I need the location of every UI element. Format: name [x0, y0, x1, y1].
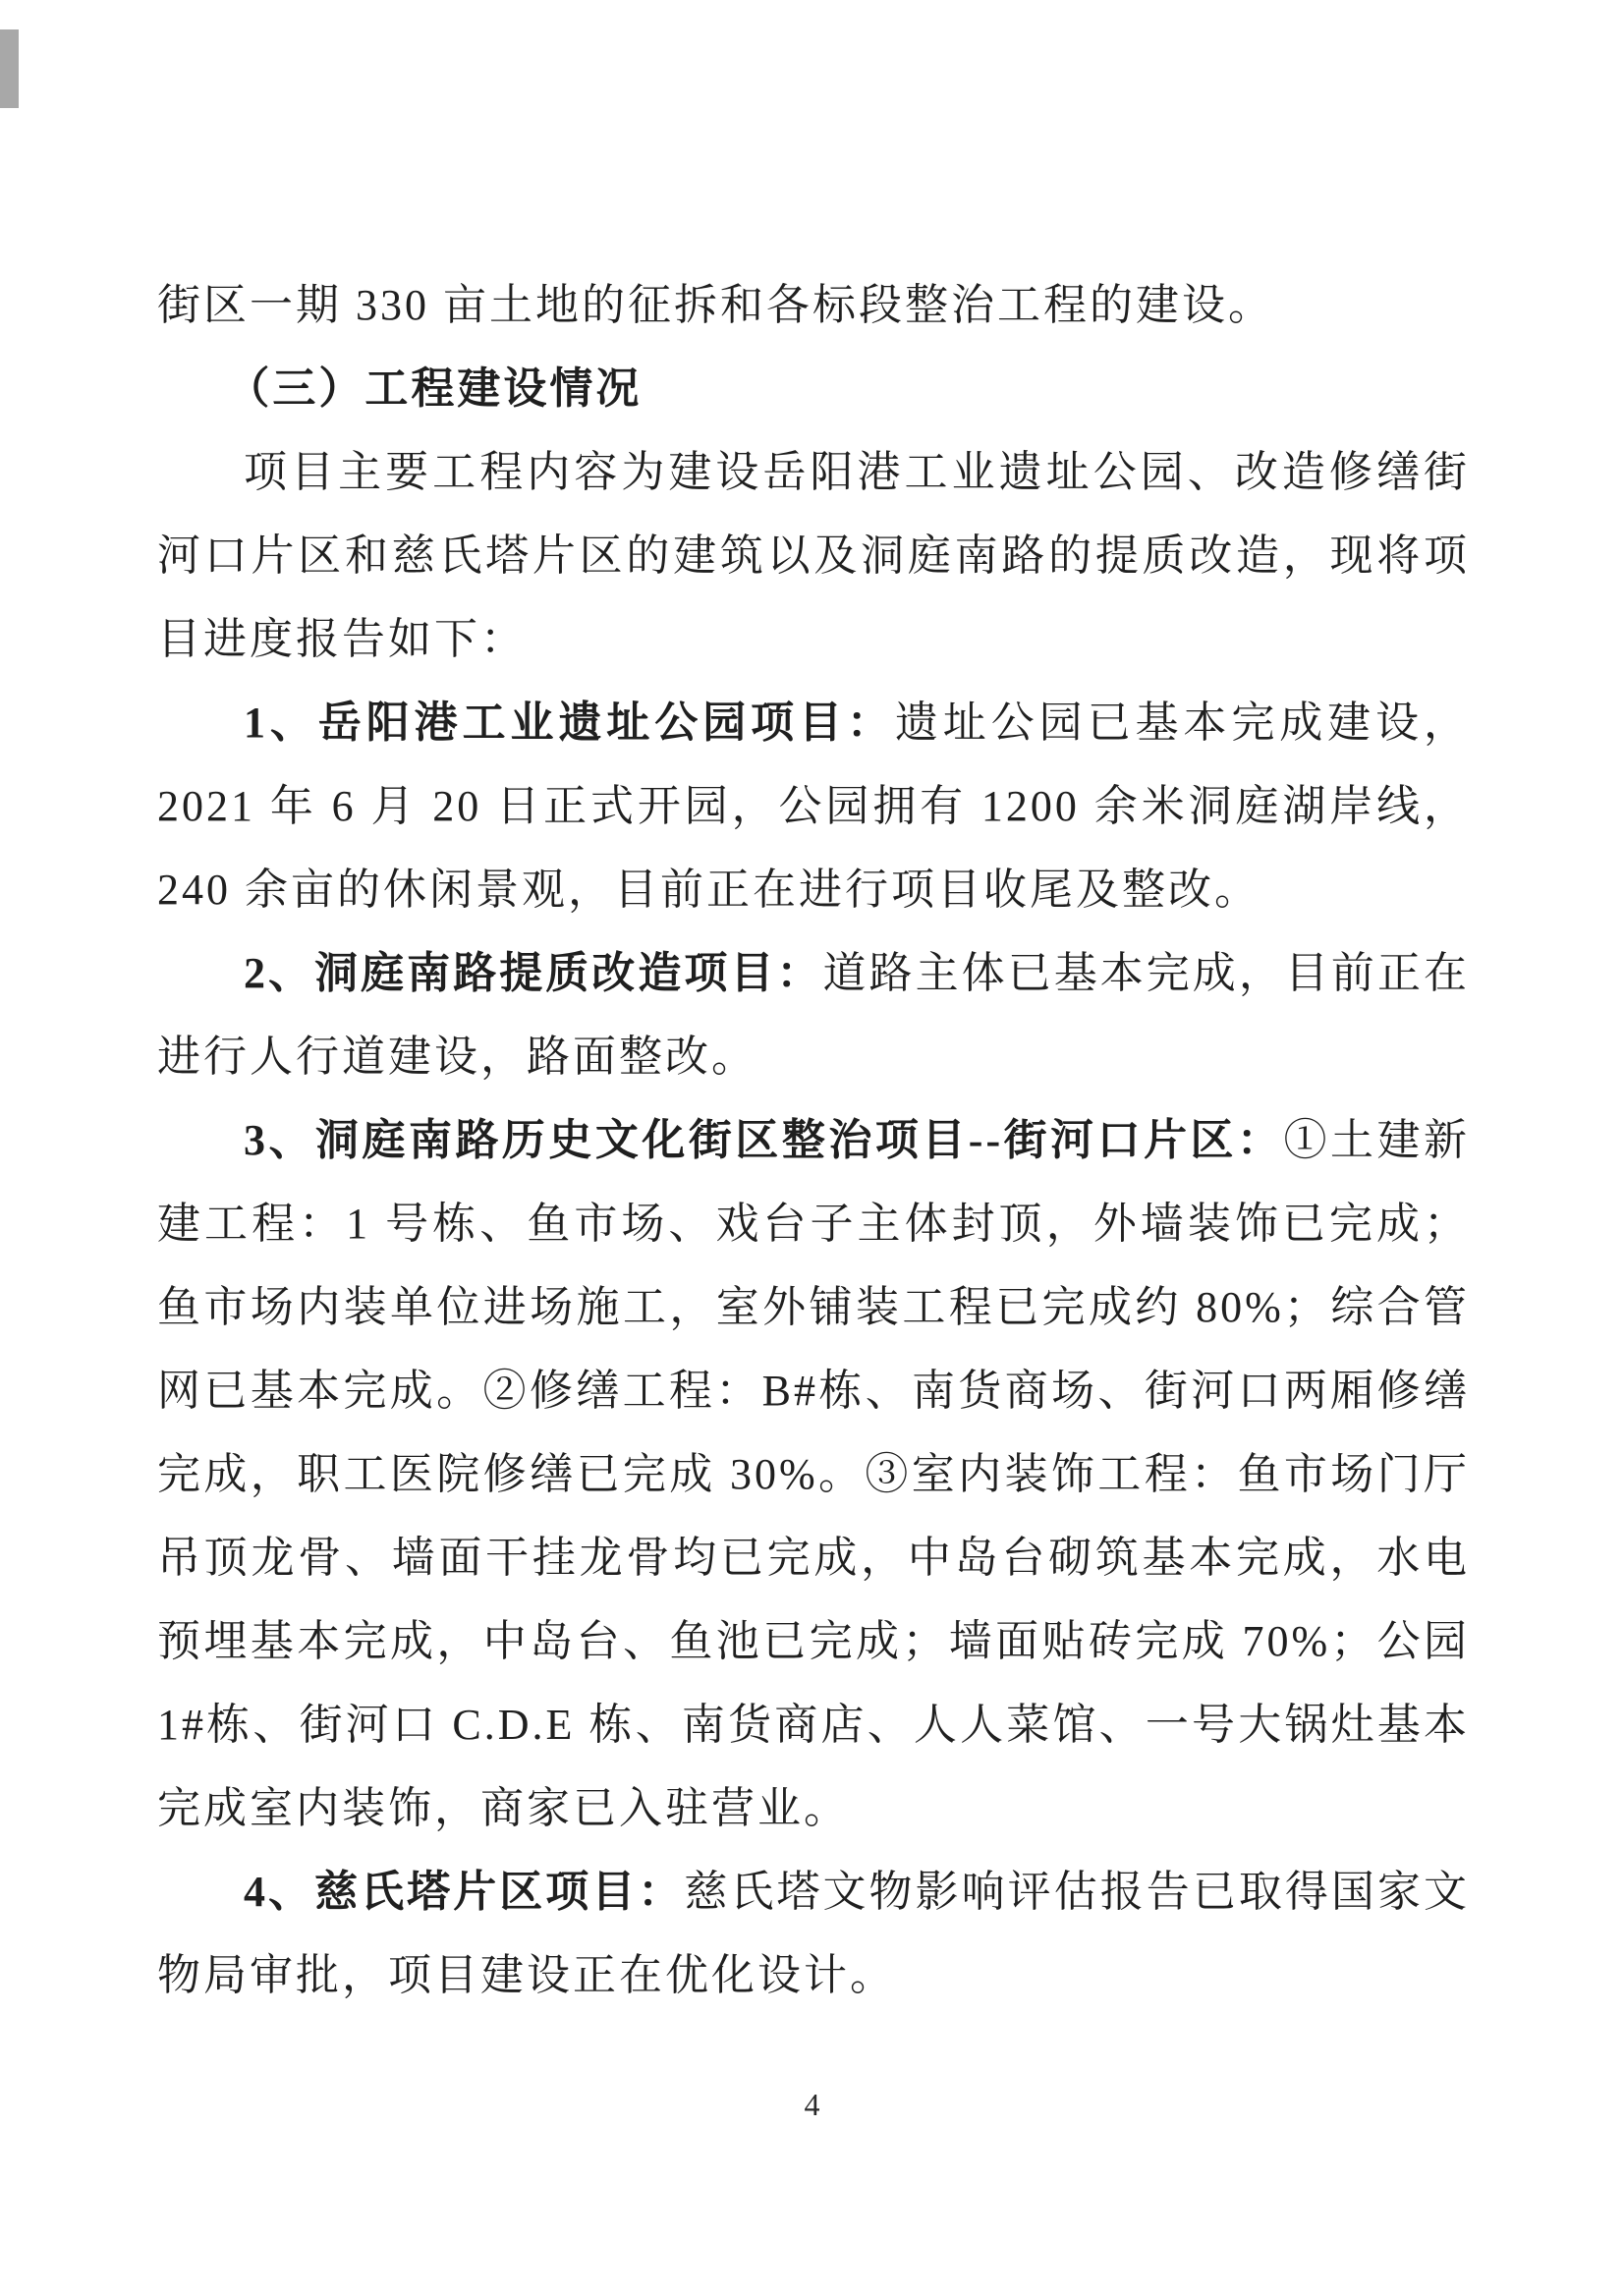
list-item-3: [157, 1098, 1470, 1850]
list-item-1: [157, 681, 1470, 931]
page-content: [157, 263, 1470, 2017]
list-item-2-text: 道路主体已基本完成，目前正在进行人行道建设，路面整改。: [157, 949, 1470, 1081]
list-item-3-title: 3、洞庭南路历史文化街区整治项目--街河口片区：: [244, 1116, 1284, 1164]
paragraph-continuation: 街区一期 330 亩土地的征拆和各标段整治工程的建设。: [157, 281, 1274, 329]
page-number: 4: [804, 2087, 820, 2122]
list-item-4-title: 4、慈氏塔片区项目：: [244, 1868, 685, 1916]
list-item-4: [157, 1850, 1470, 2017]
list-item-4-text: 慈氏塔文物影响评估报告已取得国家文物局审批，项目建设正在优化设计。: [157, 1868, 1471, 1999]
section-heading: （三）工程建设情况: [226, 364, 643, 413]
list-item-2: [157, 931, 1470, 1098]
list-item-2-title: 2、洞庭南路提质改造项目：: [244, 949, 823, 997]
list-item-1-text: 遗址公园已基本完成建设，2021 年 6 月 20 日正式开园，公园拥有 1200 余米洞庭湖岸线，240 余亩的休闲景观，目前正在进行项目收尾及整改。: [157, 699, 1471, 914]
list-item-3-text: ①土建新建工程：1 号栋、鱼市场、戏台子主体封顶，外墙装饰已完成；鱼市场内装单位进场施工，室外铺装工程已完成约 80%；综合管网已基本完成。②修缮工程：B#栋、南货商场、街河口两厢修缮完成，职工医院修缮已完成 30%。③室内装饰工程：鱼市场门厅吊顶龙骨、墙面干挂龙骨均已完成，中岛台砌筑基本完成，水电预埋基本完成，中岛台、鱼池已完成；墙面贴砖完成 70%；公园1#栋、街河口 C.D.E 栋、南货商店、人人菜馆、一号大锅灶基本完成室内装饰，商家已入驻营业。: [157, 1116, 1470, 1832]
scan-artifact-mark: [0, 29, 19, 108]
paragraph-intro: 项目主要工程内容为建设岳阳港工业遗址公园、改造修缮街河口片区和慈氏塔片区的建筑以及洞庭南路的提质改造，现将项目进度报告如下：: [157, 448, 1470, 663]
list-item-1-title: 1、岳阳港工业遗址公园项目：: [244, 699, 895, 747]
